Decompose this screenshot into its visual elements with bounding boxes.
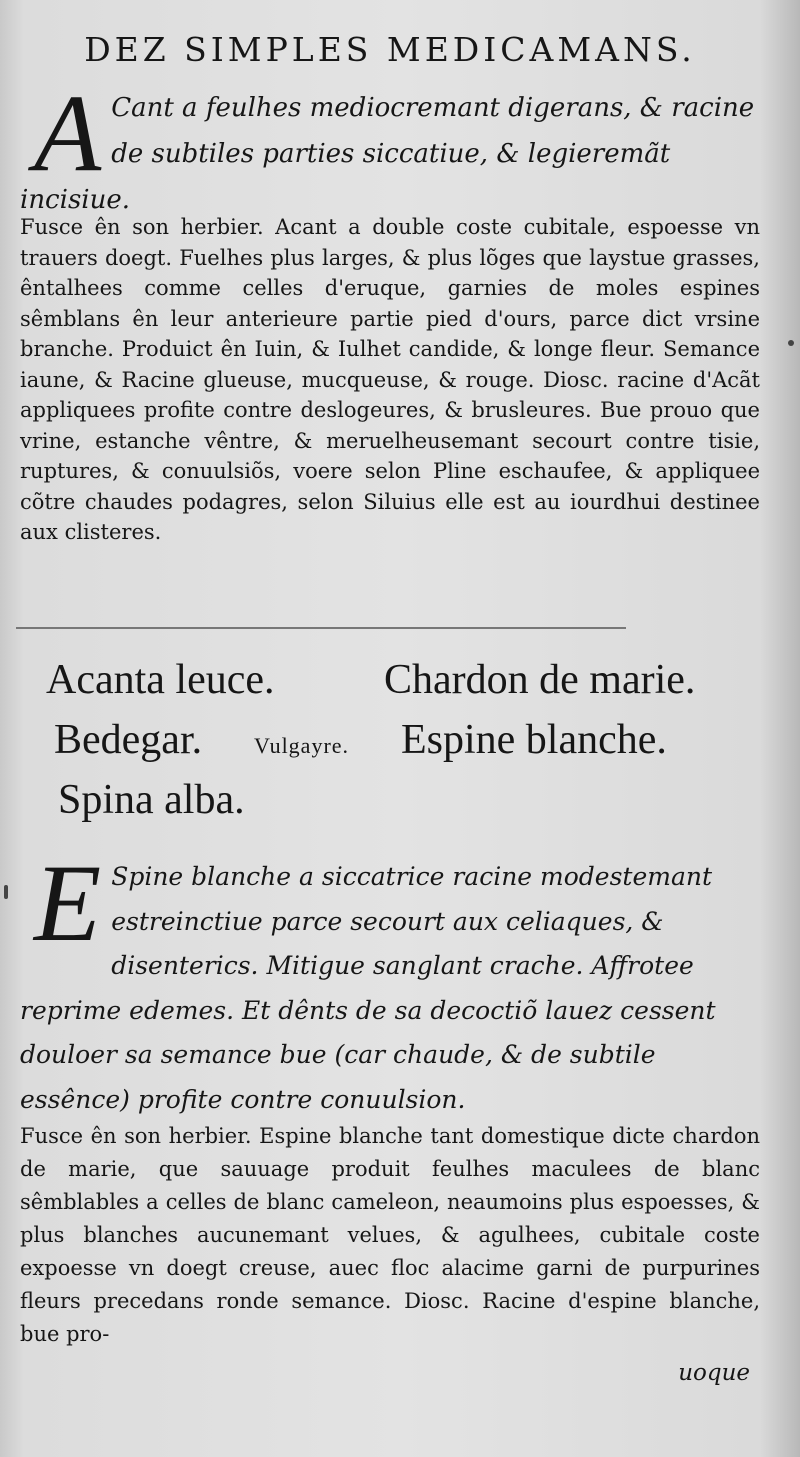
name-espine-blanche: Espine blanche. (401, 717, 667, 763)
label-vulgayre: Vulgayre. (254, 733, 350, 758)
name-spina-alba: Spina alba. (58, 777, 245, 823)
section-divider (16, 627, 626, 629)
acanthus-description: Fusce ên son herbier. Acant a double coste cubitale, espoesse vn trauers doegt. Fuelhes plus larges, & plus lõges que laystue grasses, êntalhees comme celles d'eruque, garnies de moles espines sêmblans ên leur anterieure partie pied d'ours, parce dict vrsine branche. Produict ên Iuin, & Iulhet candide, & longe fleur. Semance iaune, & Racine glueuse, mucqueuse, & rouge. Diosc. racine d'Acãt appliquees profite contre deslogeures, & brusleures. Bue prouo que vrine, estanche vêntre, & meruelheusemant secourt contre tisie, ruptures, & conuulsiõs, voere selon Pline eschaufee, & appliquee cõtre chaudes podagres, selon Siluius elle est au iourdhui destinee aux clisteres. (20, 215, 760, 544)
name-bedegar: Bedegar. (54, 717, 203, 763)
ink-mark (4, 885, 8, 899)
plant-names-block (46, 650, 766, 830)
name-acanta-leuce: Acanta leuce. (46, 657, 275, 703)
espine-description: Fusce ên son herbier. Espine blanche tant domestique dicte chardon de marie, que sauuage produit feulhes maculees de blanc sêmblables a celles de blanc cameleon, neaumoins plus espoesses, & plus blanches aucunemant velues, & agulhees, cubitale coste expoesse vn doegt creuse, auec floc alacime garni de purpurines fleurs precedans ronde semance. Diosc. Racine d'espine blanche, bue pro- (20, 1124, 760, 1346)
dropcap-a: A (34, 72, 102, 194)
espine-intro-text: Spine blanche a siccatrice racine modestemant estreinctiue parce secourt aux celiaques, & disenterics. Mitigue sanglant crache. Affrotee reprime edemes. Et dênts de sa decoctiõ lauez cessent douloer sa semance bue (car chaude, & de subtile essênce) profite contre conuulsion. (20, 862, 716, 1114)
acanthus-intro (20, 72, 760, 223)
name-chardon-de-marie: Chardon de marie. (384, 657, 696, 703)
ink-spot (788, 340, 794, 346)
dropcap-e: E (34, 842, 102, 964)
catchword: uoque (678, 1360, 750, 1386)
espine-intro (20, 842, 760, 1122)
running-header: DEZ SIMPLES MEDICAMANS. (84, 30, 696, 69)
acanthus-intro-text: Cant a feulhes mediocremant digerans, & racine de subtiles parties siccatiue, & legieremãt incisiue. (20, 93, 755, 215)
